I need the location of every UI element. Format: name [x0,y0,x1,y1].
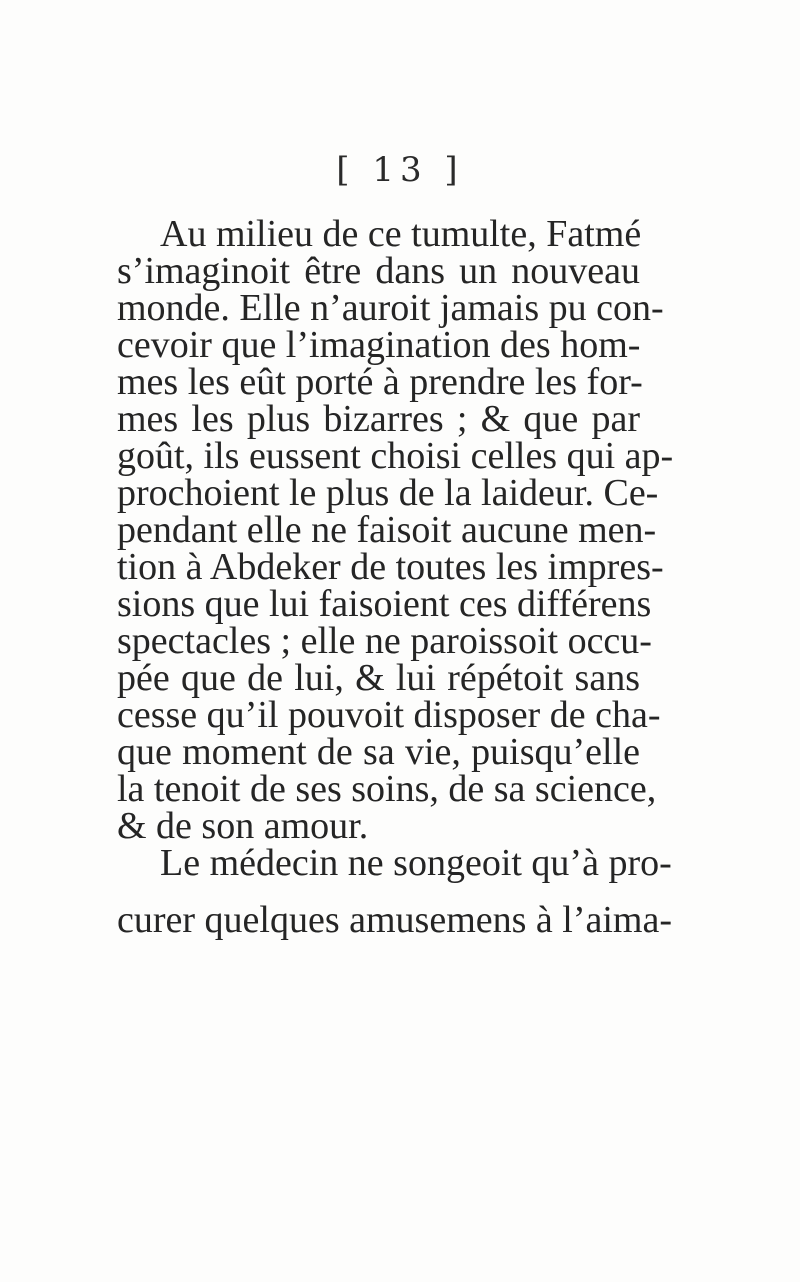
text-line: pendant elle ne faisoit aucune men- [117,509,657,551]
text-line: mes les eût porté à prendre les for- [117,361,643,403]
text-line: spectacles ; elle ne paroissoit occu- [117,620,652,662]
text-line: goût, ils eussent choisi celles qui ap- [117,435,674,477]
text-line: cevoir que l’imagination des hom- [117,324,641,366]
text-line: tion à Abdeker de toutes les impres- [117,546,664,588]
text-line: mes les plus bizarres ; & que par [117,398,640,440]
text-line: prochoient le plus de la laideur. Ce- [117,472,659,514]
text-line: Au milieu de ce tumulte, Fatmé [160,213,642,255]
text-line: & de son amour. [117,805,369,847]
text-line: la tenoit de ses soins, de sa science, [117,768,657,810]
text-line: pée que de lui, & lui répétoit sans [117,657,640,699]
text-line: monde. Elle n’auroit jamais pu con- [117,287,664,329]
page-number: [ 13 ] [336,150,464,190]
text-line: sions que lui faisoient ces différens [117,583,652,625]
text-line: cesse qu’il pouvoit disposer de cha- [117,694,661,736]
text-line: Le médecin ne songeoit qu’à pro- [160,842,672,884]
text-line: que moment de sa vie, puisqu’elle [117,731,640,773]
text-line: s’imaginoit être dans un nouveau [117,250,640,292]
text-line: curer quelques amusemens à l’aima- [117,899,672,941]
